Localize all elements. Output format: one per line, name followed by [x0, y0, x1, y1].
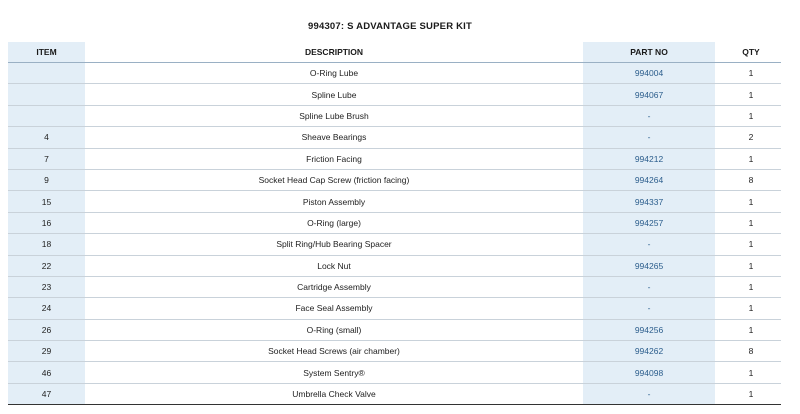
item-cell: 26	[8, 319, 85, 340]
item-cell: 18	[8, 234, 85, 255]
page-title: 994307: S ADVANTAGE SUPER KIT	[308, 21, 472, 32]
qty-cell: 1	[721, 148, 781, 169]
item-cell: 16	[8, 212, 85, 233]
description-cell: Piston Assembly	[85, 191, 583, 212]
qty-cell: 8	[721, 341, 781, 362]
part-no-cell: -	[583, 276, 715, 297]
qty-cell: 1	[721, 234, 781, 255]
table-row	[8, 63, 781, 84]
qty-cell: 2	[721, 127, 781, 148]
column-header-item: ITEM	[8, 42, 85, 63]
description-cell: Lock Nut	[85, 255, 583, 276]
description-cell: Face Seal Assembly	[85, 298, 583, 319]
item-cell: 47	[8, 383, 85, 404]
table-body	[8, 63, 781, 405]
table-row	[8, 341, 781, 362]
part-no-cell: 994212	[583, 148, 715, 169]
part-no-cell: -	[583, 298, 715, 319]
column-header-description: DESCRIPTION	[85, 42, 583, 63]
item-cell: 24	[8, 298, 85, 319]
description-cell: Split Ring/Hub Bearing Spacer	[85, 234, 583, 255]
item-cell: 15	[8, 191, 85, 212]
item-cell: 23	[8, 276, 85, 297]
qty-cell: 8	[721, 169, 781, 190]
part-no-cell: 994067	[583, 84, 715, 105]
description-cell: System Sentry®	[85, 362, 583, 383]
part-no-cell: 994265	[583, 255, 715, 276]
description-cell: Socket Head Cap Screw (friction facing)	[85, 169, 583, 190]
description-cell: Cartridge Assembly	[85, 276, 583, 297]
qty-cell: 1	[721, 319, 781, 340]
qty-cell: 1	[721, 298, 781, 319]
column-header-qty: QTY	[721, 42, 781, 63]
table-row	[8, 127, 781, 148]
qty-cell: 1	[721, 105, 781, 126]
qty-cell: 1	[721, 84, 781, 105]
item-cell	[8, 105, 85, 126]
description-cell: O-Ring Lube	[85, 63, 583, 84]
part-no-cell: -	[583, 383, 715, 404]
description-cell: Friction Facing	[85, 148, 583, 169]
table-row	[8, 255, 781, 276]
part-no-cell: 994264	[583, 169, 715, 190]
qty-cell: 1	[721, 212, 781, 233]
item-cell: 7	[8, 148, 85, 169]
table-row	[8, 148, 781, 169]
table-row	[8, 234, 781, 255]
table-row	[8, 169, 781, 190]
part-no-cell: -	[583, 105, 715, 126]
item-cell: 4	[8, 127, 85, 148]
qty-cell: 1	[721, 191, 781, 212]
description-cell: Umbrella Check Valve	[85, 383, 583, 404]
part-no-cell: -	[583, 234, 715, 255]
item-cell	[8, 84, 85, 105]
table-row	[8, 383, 781, 404]
part-no-cell: 994337	[583, 191, 715, 212]
table-row	[8, 105, 781, 126]
description-cell: Spline Lube Brush	[85, 105, 583, 126]
table-row	[8, 276, 781, 297]
parts-table	[8, 42, 781, 405]
description-cell: Spline Lube	[85, 84, 583, 105]
part-no-cell: 994256	[583, 319, 715, 340]
item-cell: 22	[8, 255, 85, 276]
item-cell: 46	[8, 362, 85, 383]
qty-cell: 1	[721, 255, 781, 276]
qty-cell: 1	[721, 276, 781, 297]
part-no-cell: 994257	[583, 212, 715, 233]
table-header-row	[8, 42, 781, 63]
qty-cell: 1	[721, 362, 781, 383]
table-row	[8, 84, 781, 105]
description-cell: O-Ring (large)	[85, 212, 583, 233]
part-no-cell: 994098	[583, 362, 715, 383]
column-header-part-no: PART NO	[583, 42, 715, 63]
part-no-cell: 994004	[583, 63, 715, 84]
qty-cell: 1	[721, 63, 781, 84]
item-cell	[8, 63, 85, 84]
description-cell: Socket Head Screws (air chamber)	[85, 341, 583, 362]
part-no-cell: 994262	[583, 341, 715, 362]
table-row	[8, 319, 781, 340]
table-row	[8, 362, 781, 383]
description-cell: O-Ring (small)	[85, 319, 583, 340]
table-row	[8, 298, 781, 319]
description-cell: Sheave Bearings	[85, 127, 583, 148]
table-row	[8, 191, 781, 212]
table-row	[8, 212, 781, 233]
part-no-cell: -	[583, 127, 715, 148]
qty-cell: 1	[721, 383, 781, 404]
item-cell: 9	[8, 169, 85, 190]
item-cell: 29	[8, 341, 85, 362]
